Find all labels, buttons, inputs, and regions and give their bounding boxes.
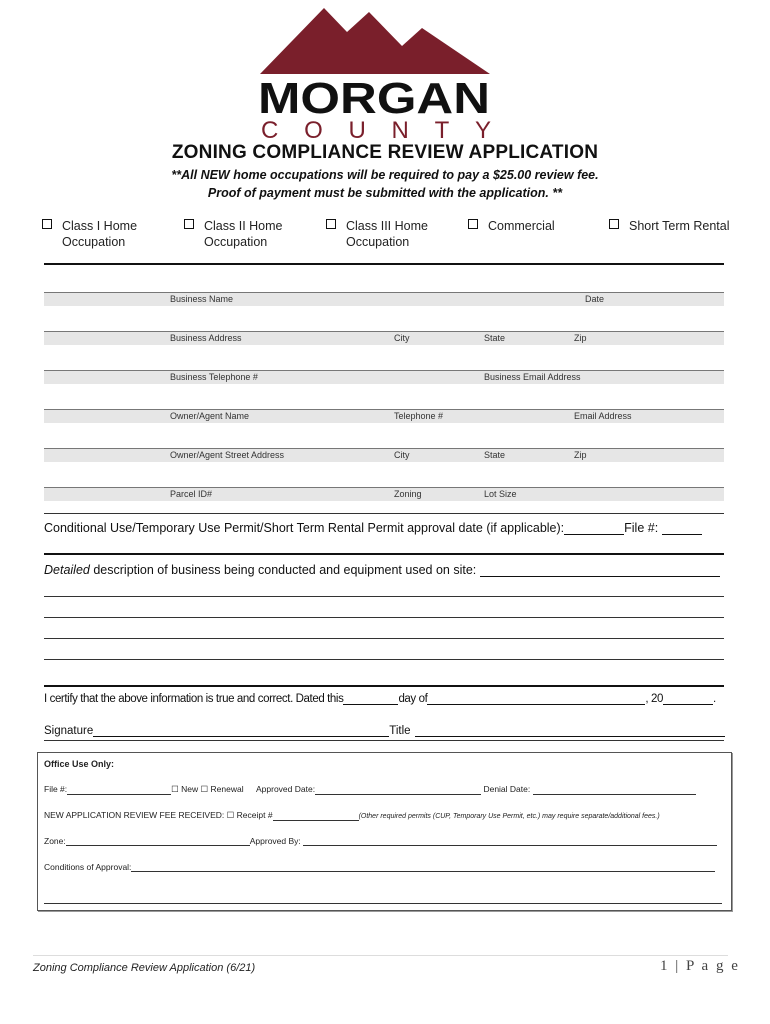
file-number-blank[interactable]	[662, 520, 702, 535]
page-word: P a g e	[686, 958, 740, 974]
description-line-2[interactable]	[44, 596, 724, 597]
description-line[interactable]	[44, 562, 720, 577]
class-2-label: Class II Home	[204, 219, 283, 233]
permit-approval-line[interactable]	[44, 520, 702, 535]
zone-label: Zone:	[44, 836, 66, 846]
office-use-heading: Office Use Only:	[44, 759, 115, 769]
logo-name-top: MORGAN	[258, 74, 490, 123]
subtitle-line-1: **All NEW home occupations will be required to pay a $25.00 review fee.	[171, 168, 599, 182]
conditions-label: Conditions of Approval:	[44, 862, 132, 872]
receipt-checkbox-icon[interactable]: ☐	[226, 810, 235, 820]
class-1-label-2: Occupation	[62, 235, 126, 249]
file-number-label: File #:	[624, 521, 659, 535]
checkbox-square-icon[interactable]	[184, 219, 194, 229]
row-owner-street[interactable]	[44, 448, 724, 462]
renewal-label: Renewal	[210, 784, 244, 794]
parcel-id-label: Parcel ID#	[170, 489, 213, 499]
checkbox-class-3[interactable]	[326, 218, 428, 250]
city-label: City	[394, 333, 410, 343]
description-line-5[interactable]	[44, 659, 724, 660]
checkbox-short-term-rental[interactable]	[609, 218, 730, 234]
divider	[44, 685, 724, 687]
month-blank[interactable]	[427, 692, 645, 705]
subtitle-line-2: Proof of payment must be submitted with the application. **	[207, 186, 563, 200]
new-checkbox-icon[interactable]: ☐	[171, 784, 179, 794]
owner-city-label: City	[394, 450, 410, 460]
state-label: State	[484, 333, 506, 343]
owner-zip-label: Zip	[574, 450, 587, 460]
county-logo	[252, 8, 497, 140]
class-3-label-2: Occupation	[346, 235, 410, 249]
receipt-blank[interactable]	[273, 810, 359, 821]
row-owner-name[interactable]	[44, 409, 724, 423]
permit-date-blank[interactable]	[564, 520, 624, 535]
zone-blank[interactable]	[66, 835, 250, 846]
office-use-box	[37, 752, 732, 911]
renewal-checkbox-icon[interactable]: ☐	[200, 784, 209, 794]
office-file-label: File #:	[44, 784, 68, 794]
business-name-label: Business Name	[170, 294, 234, 304]
checkbox-square-icon[interactable]	[326, 219, 336, 229]
row-business-address[interactable]	[44, 331, 724, 345]
business-address-label: Business Address	[170, 333, 242, 343]
description-line-3[interactable]	[44, 617, 724, 618]
description-italic: Detailed	[44, 563, 90, 577]
year-blank[interactable]	[663, 692, 713, 705]
approved-date-blank[interactable]	[315, 784, 481, 795]
certify-label: I certify that the above information is true and correct. Dated this	[44, 693, 344, 705]
checkbox-square-icon[interactable]	[609, 219, 619, 229]
zoning-label: Zoning	[394, 489, 422, 499]
checkbox-square-icon[interactable]	[42, 219, 52, 229]
certify-line[interactable]	[44, 692, 716, 705]
business-email-label: Business Email Address	[484, 372, 581, 382]
day-blank[interactable]	[343, 692, 398, 705]
approved-by-label: Approved By:	[249, 836, 301, 846]
owner-state-label: State	[484, 450, 506, 460]
row-business-name[interactable]	[44, 292, 724, 306]
fee-received-label: NEW APPLICATION REVIEW FEE RECEIVED:	[44, 810, 225, 820]
description-line-4[interactable]	[44, 638, 724, 639]
day-of-label: day of	[398, 693, 428, 705]
approved-by-blank[interactable]	[303, 835, 717, 846]
owner-street-label: Owner/Agent Street Address	[170, 450, 285, 460]
title-blank[interactable]	[415, 724, 725, 737]
checkbox-commercial[interactable]	[468, 218, 555, 234]
row-parcel[interactable]	[44, 487, 724, 501]
telephone-label: Telephone #	[394, 411, 444, 421]
divider	[44, 513, 724, 514]
approved-date-label: Approved Date:	[256, 784, 316, 794]
signature-blank[interactable]	[93, 724, 389, 737]
class-3-label: Class III Home	[346, 219, 428, 233]
denial-date-label: Denial Date:	[483, 784, 531, 794]
divider	[44, 740, 724, 741]
footer-form-name: Zoning Compliance Review Application (6/21)	[33, 962, 256, 974]
new-label: New	[181, 784, 199, 794]
owner-name-label: Owner/Agent Name	[170, 411, 250, 421]
checkbox-class-1[interactable]	[42, 218, 137, 250]
date-label: Date	[585, 294, 605, 304]
description-label: description of business being conducted and equipment used on site:	[89, 563, 477, 577]
commercial-label: Commercial	[488, 219, 555, 233]
email-label: Email Address	[574, 411, 632, 421]
other-permits-note: (Other required permits (CUP, Temporary Use Permit, etc.) may require separate/additional fees.)	[358, 813, 660, 820]
class-2-label-2: Occupation	[204, 235, 268, 249]
page-number: 1 | P a g e	[660, 958, 740, 974]
short-term-rental-label: Short Term Rental	[629, 219, 730, 233]
signature-label: Signature	[44, 725, 94, 737]
page-num: 1	[660, 958, 670, 974]
class-1-label: Class I Home	[62, 219, 138, 233]
denial-date-blank[interactable]	[533, 784, 696, 795]
logo-mountains	[260, 8, 490, 74]
checkbox-class-2[interactable]	[184, 218, 283, 250]
lot-size-label: Lot Size	[484, 489, 517, 499]
permit-approval-label: Conditional Use/Temporary Use Permit/Short Term Rental Permit approval date (if applicable):	[44, 521, 565, 535]
conditions-line-2[interactable]	[44, 903, 722, 904]
divider	[44, 553, 724, 555]
divider	[44, 263, 724, 265]
office-zone-row[interactable]	[44, 835, 717, 846]
office-conditions-row[interactable]	[44, 861, 715, 872]
title-label: Title	[389, 725, 411, 737]
office-file-blank[interactable]	[67, 784, 171, 795]
zip-label: Zip	[574, 333, 587, 343]
description-blank[interactable]	[480, 562, 720, 577]
signature-line[interactable]	[44, 724, 725, 737]
office-fee-row[interactable]	[44, 810, 660, 821]
receipt-label: Receipt #	[236, 810, 273, 820]
conditions-blank[interactable]	[131, 861, 715, 872]
office-file-row[interactable]	[44, 784, 696, 795]
logo-name-bottom: COUNTY	[261, 117, 491, 140]
checkbox-square-icon[interactable]	[468, 219, 478, 229]
business-telephone-label: Business Telephone #	[170, 372, 258, 382]
footer-divider	[33, 955, 728, 956]
page-title: ZONING COMPLIANCE REVIEW APPLICATION	[171, 142, 599, 163]
certify-end: .	[712, 693, 716, 705]
year-label: , 20	[645, 693, 663, 705]
row-business-telephone[interactable]	[44, 370, 724, 384]
